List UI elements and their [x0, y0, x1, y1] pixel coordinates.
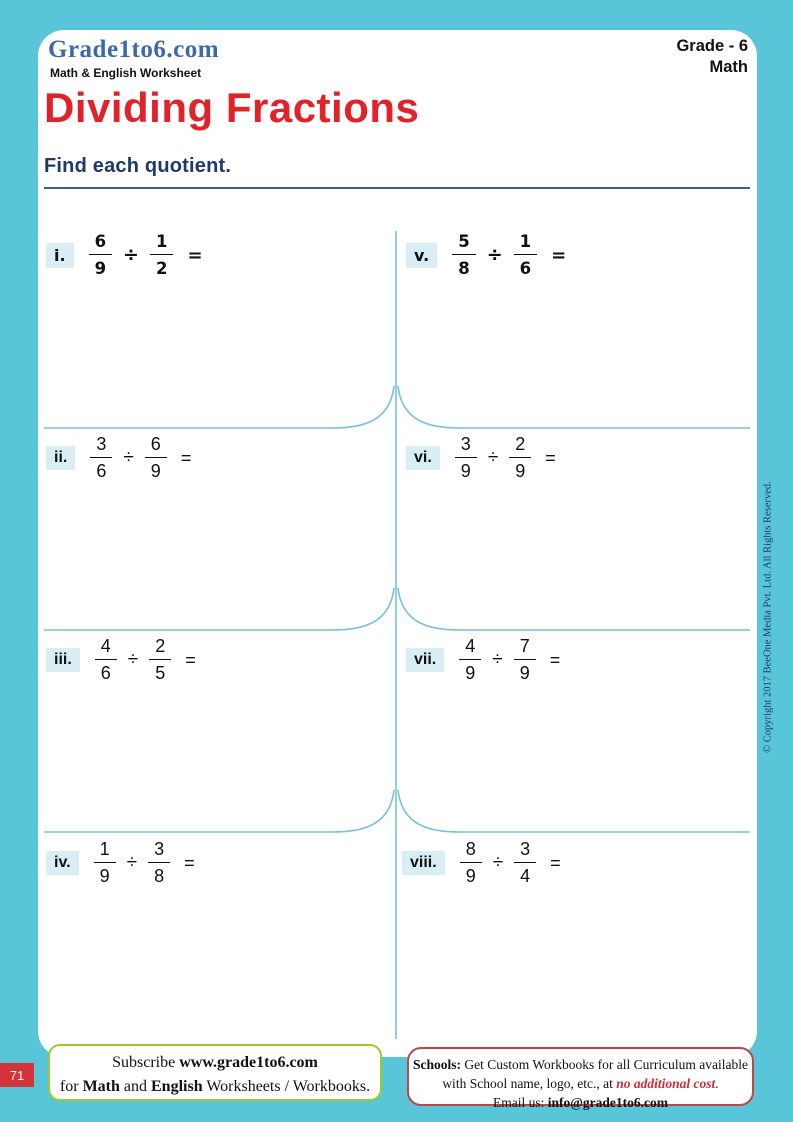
equals-sign: =	[185, 649, 196, 670]
divide-sign: ÷	[486, 244, 503, 266]
numerator: 8	[465, 839, 476, 859]
divide-sign: ÷	[127, 649, 139, 670]
equals-sign: =	[551, 244, 567, 266]
fraction-bar	[150, 254, 173, 255]
divisor-fraction	[514, 635, 536, 685]
problem-iii	[46, 628, 316, 692]
numerator: 1	[155, 232, 168, 251]
problem-label: viii.	[402, 851, 445, 875]
site-logo: Grade1to6.com	[48, 36, 220, 63]
answer-space	[561, 838, 681, 888]
copyright-text: © Copyright 2017 BeeOne Media Pvt. Ltd. All Rights Reserved.	[762, 481, 774, 753]
text-and: and	[123, 1078, 147, 1095]
dividend-fraction	[90, 433, 112, 483]
numerator: 6	[94, 232, 107, 251]
text-english: English	[151, 1078, 203, 1095]
fraction-bar	[514, 862, 536, 863]
dividend-fraction	[459, 635, 481, 685]
problem-label: ii.	[46, 446, 75, 470]
subscribe-line2	[50, 1075, 380, 1099]
dividend-fraction	[89, 230, 112, 280]
numerator: 4	[100, 636, 111, 656]
numerator: 2	[515, 434, 526, 454]
problem-label: v.	[406, 243, 437, 268]
schools-label: Schools:	[412, 1057, 461, 1072]
instruction-text: Find each quotient.	[44, 155, 750, 189]
fraction-bar	[509, 457, 531, 458]
numerator: 4	[465, 636, 476, 656]
numerator: 1	[99, 839, 110, 859]
denominator: 9	[460, 461, 471, 481]
denominator: 9	[94, 259, 107, 278]
answer-space	[203, 230, 323, 280]
dividend-fraction	[95, 635, 117, 685]
divisor-fraction	[148, 838, 170, 888]
period: .	[715, 1076, 719, 1092]
fraction-bar	[90, 457, 112, 458]
dividend-fraction	[460, 838, 482, 888]
denominator: 9	[150, 461, 161, 481]
equals-sign: =	[549, 649, 561, 670]
fraction-bar	[460, 862, 482, 863]
fraction-bar	[149, 659, 171, 660]
subscribe-line1	[50, 1051, 380, 1075]
denominator: 5	[155, 663, 166, 683]
text-for: for	[59, 1078, 79, 1095]
denominator: 9	[465, 663, 476, 683]
equals-sign: =	[545, 447, 556, 468]
problem-i	[46, 223, 323, 287]
schools-line1	[409, 1055, 752, 1074]
fraction-bar	[459, 659, 481, 660]
denominator: 2	[155, 259, 168, 278]
schools-line3	[409, 1093, 752, 1112]
divisor-fraction	[145, 433, 167, 483]
answer-space	[560, 635, 680, 685]
problem-vii	[406, 628, 680, 692]
text-math: Math	[82, 1078, 120, 1095]
problem-label: i.	[46, 243, 74, 268]
schools-banner	[407, 1047, 754, 1111]
fraction-bar	[514, 659, 536, 660]
schools-line2	[409, 1074, 752, 1093]
numerator: 1	[519, 232, 532, 251]
fraction-bar	[514, 254, 537, 255]
equals-sign: =	[180, 447, 192, 468]
problem-label: iii.	[46, 648, 80, 672]
subscribe-banner	[48, 1044, 382, 1101]
divide-sign: ÷	[487, 447, 499, 468]
answer-space	[195, 838, 315, 888]
subscribe-word: Subscribe	[112, 1054, 176, 1071]
numerator: 3	[154, 839, 165, 859]
email-prefix: Email us:	[493, 1095, 545, 1111]
denominator: 6	[96, 461, 107, 481]
equals-sign: =	[187, 244, 203, 266]
divisor-fraction	[150, 230, 173, 280]
denominator: 8	[154, 866, 165, 886]
site-url: www.grade1to6.com	[179, 1054, 318, 1071]
problem-vi	[406, 426, 676, 490]
problem-label: vii.	[406, 648, 444, 672]
numerator: 3	[460, 434, 471, 454]
dividend-fraction	[455, 433, 477, 483]
answer-space	[196, 635, 316, 685]
numerator: 3	[96, 434, 107, 454]
problem-label: iv.	[46, 851, 79, 875]
divide-sign: ÷	[126, 852, 138, 873]
denominator: 4	[520, 866, 531, 886]
denominator: 6	[519, 259, 532, 278]
page-number-badge: 71	[0, 1063, 34, 1087]
divide-sign: ÷	[123, 244, 139, 266]
divide-sign: ÷	[123, 447, 134, 468]
dividend-fraction	[452, 230, 475, 280]
answer-space	[191, 433, 311, 483]
problem-iv	[46, 831, 315, 895]
fraction-bar	[148, 862, 170, 863]
problem-v	[406, 223, 686, 287]
grade-subject-block	[676, 36, 748, 79]
dividend-fraction	[94, 838, 116, 888]
fraction-bar	[94, 862, 116, 863]
denominator: 8	[458, 259, 470, 278]
answer-space	[556, 433, 676, 483]
numerator: 2	[155, 636, 166, 656]
fraction-bar	[95, 659, 117, 660]
answer-space	[566, 230, 686, 280]
numerator: 5	[458, 232, 470, 251]
problem-ii	[46, 426, 311, 490]
fraction-bar	[89, 254, 112, 255]
divide-sign: ÷	[492, 852, 504, 873]
divisor-fraction	[514, 230, 537, 280]
fraction-bar	[455, 457, 477, 458]
grade-label: Grade - 6	[676, 37, 748, 55]
subject-label: Math	[709, 58, 748, 77]
fraction-bar	[452, 254, 475, 255]
numerator: 6	[150, 434, 161, 454]
numerator: 3	[520, 839, 531, 859]
fraction-bar	[145, 457, 167, 458]
denominator: 9	[519, 663, 530, 683]
email-address: info@grade1to6.com	[547, 1095, 668, 1111]
equals-sign: =	[184, 852, 195, 873]
schools-text2: with School name, logo, etc., at	[442, 1076, 613, 1092]
divide-sign: ÷	[492, 649, 503, 670]
divisor-fraction	[509, 433, 531, 483]
divisor-fraction	[514, 838, 536, 888]
denominator: 9	[515, 461, 526, 481]
numerator: 7	[519, 636, 530, 656]
text-rest: Worksheets / Workbooks.	[206, 1078, 371, 1095]
divisor-fraction	[149, 635, 171, 685]
denominator: 9	[99, 866, 110, 886]
denominator: 6	[100, 663, 111, 683]
problem-label: vi.	[406, 446, 440, 470]
denominator: 9	[465, 866, 476, 886]
problem-viii	[402, 831, 681, 895]
no-cost-highlight: no additional cost	[616, 1076, 716, 1092]
equals-sign: =	[550, 852, 561, 873]
worksheet-title: Dividing Fractions	[44, 84, 420, 131]
site-logo-subtitle: Math & English Worksheet	[50, 66, 202, 80]
schools-text1: Get Custom Workbooks for all Curriculum available	[464, 1057, 748, 1072]
